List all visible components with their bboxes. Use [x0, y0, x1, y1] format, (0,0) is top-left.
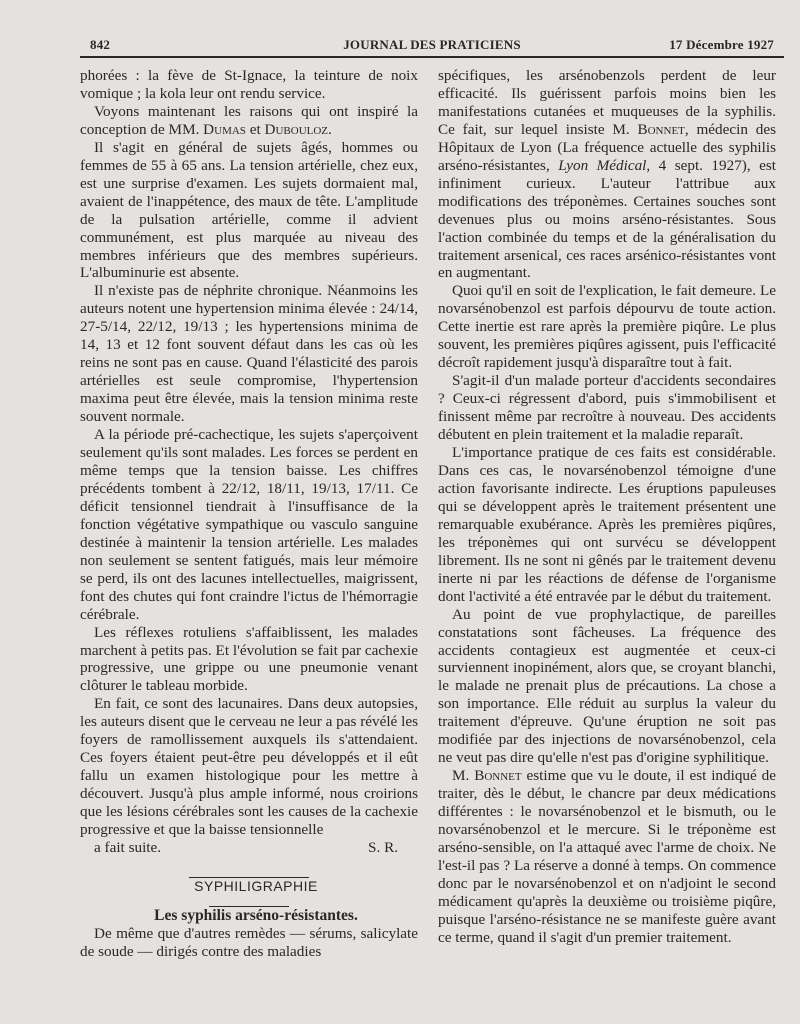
- paragraph: A la période pré-cachectique, les sujets s'aperçoivent seulement qu'ils sont malades. Les forces se perdent en même temps que la tension baisse. Les chiffres précédents tombent à 22/12, 18/11, 19/13, 17/11. Ce déficit tensionnel tiendrait à l'insuffisance de la fonction végétative sympathique ou vasculo sanguine destinée à maintenir la tension artérielle. Les malades non seulement se sentent fatigués, mais leur mémoire se perd, ils ont des lacunes intellectuelles, maigrissent, font des chutes qui font craindre l'ictus de l'hémorragie cérébrale.: [80, 426, 418, 623]
- page-number: 842: [90, 37, 111, 52]
- header-rule: [80, 56, 784, 58]
- signature-line: [80, 839, 418, 857]
- paragraph: Au point de vue prophylactique, de pareilles constatations sont fâcheuses. La fréquence des accidents contagieux est augmentée et ceux-ci surviennent inopinément, alors que, se croyant blanchi, le malade ne prenait plus de précautions. La chose a son importance. Elle réduit au surplus la valeur du traitement d'épreuve. Qu'une éruption ne soit pas modifiée par des injections de novarsénobenzol, cela ne veut pas dire qu'elle n'est pas d'origine syphilitique.: [438, 605, 776, 767]
- paragraph: Il s'agit en général de sujets âgés, hommes ou femmes de 55 à 65 ans. La tension artérielle, chez eux, est une surprise d'examen. Les sujets dormaient mal, avaient de l'inappétence, des maux de tête. L'amplitude de la pulsation artérielle, comme il advient communément, est plus marquée au niveau des membres inférieurs que des membres supérieurs. L'albuminurie est absente.: [80, 138, 418, 282]
- paragraph: L'importance pratique de ces faits est considérable. Dans ces cas, le novarsénobenzol témoigne d'une action favorisante indirecte. Les éruptions papuleuses qui se développent après le traitement présentent une remarquable exubérance. Après les premières piqûres, les tréponèmes qui ont survécu se développent librement. Ils ne sont ni gênés par le traitement devenu inerte ni par les réactions de défense de l'organisme dont l'activité a été entravée par le début du traitement.: [438, 444, 776, 605]
- author-name: Bonnet: [637, 120, 685, 138]
- paragraph: En fait, ce sont des lacunaires. Dans deux autopsies, les auteurs disent que le cerveau ne leur a pas révélé les foyers de ramollissement auxquels ils s'attendaient. Ces foyers étaient peut-être peu développés et il eût fallu un examen histologique pour les mettre à découvert. Jusqu'à plus ample informé, nous croirions que les lésions cérébrales sont les causes de la cachexie progressive et que la baisse tensionnelle: [80, 695, 418, 839]
- article-signature: S. R.: [368, 838, 398, 856]
- paragraph: Il n'existe pas de néphrite chronique. Néanmoins les auteurs notent une hypertension minima élevée : 24/14, 27-5/14, 22/12, 19/13 ; les hypertensions minima de 14, 13 et 12 font souvent défaut dans les cas où les reins ne sont pas en cause. Quand l'élasticité des parois artérielles est seule compromise, l'hypertension maxima peut être élevée, mais la tension minima reste souvent normale.: [80, 282, 418, 426]
- issue-date: 17 Décembre 1927: [669, 37, 774, 52]
- paragraph: phorées : la fève de St-Ignace, la teinture de noix vomique ; la kola leur ont rendu service.: [80, 67, 418, 102]
- author-name: Dubouloz: [264, 120, 329, 138]
- paragraph: Voyons maintenant les raisons qui ont inspiré la conception de MM. Dumas et Dubouloz.: [80, 102, 418, 138]
- author-name: Dumas: [203, 120, 246, 138]
- journal-reference: Lyon Médical: [558, 156, 647, 174]
- paragraph: Quoi qu'il en soit de l'explication, le fait demeure. Le novarsénobenzol est parfois dépourvu de toute action. Cette inertie est rare après la première piqûre. Le plus souvent, les premières piqûres agissent, puis l'efficacité décroît rapidement jusqu'à disparaître tout à fait.: [438, 282, 776, 372]
- journal-title: JOURNAL DES PRATICIENS: [343, 37, 521, 52]
- section-heading: SYPHILIGRAPHIE: [194, 877, 318, 894]
- paragraph: Les réflexes rotuliens s'affaiblissent, les malades marchent à petits pas. Et l'évolution se fait par cachexie progressive, une grippe ou une pneumonie venant clôturer le tableau morbide.: [80, 623, 418, 695]
- author-name: Bonnet: [474, 767, 522, 785]
- left-column: [80, 67, 418, 961]
- paragraph: M. Bonnet estime que vu le doute, il est indiqué de traiter, dès le début, le chancre par deux médications différentes : le novarsénobenzol et le bismuth, ou le novarsénobenzol et le mercure. Si le tréponème est arséno-sensible, on l'a attaqué avec l'arme de choix. Ne l'est-il pas ? La réserve a donné à temps. On commence donc par le novarsénobenzol et on n'adjoint le second médicament qu'après la deuxième ou troisième piqûre, puisque l'arséno-résistance ne se manifeste guère avant ce terme, quand il s'agit d'un premier traitement.: [438, 767, 776, 946]
- paragraph-end: a fait suite.: [94, 838, 162, 856]
- paragraph: De même que d'autres remèdes — sérums, salicylate de soude — dirigés contre des maladies: [80, 924, 418, 960]
- page-header: [80, 37, 784, 55]
- article-title: Les syphilis arséno-résistantes.: [154, 906, 358, 924]
- paragraph: spécifiques, les arsénobenzols perdent de leur efficacité. Ils guérissent parfois moins bien les manifestations cutanées et muqueuses de la syphilis. Ce fait, sur lequel insiste M. Bonnet, médecin des Hôpitaux de Lyon (La fréquence actuelle des syphilis arséno-résistantes, Lyon Médical, 4 sept. 1927), est infiniment curieux. L'auteur l'attribue aux modifications des tréponèmes. Certaines souches sont devenues plus ou moins arséno-résistantes. Sous l'action combinée du temps et de la généralisation du traitement arsenical, ces races arsénico-résistantes vont en augmentant.: [438, 67, 776, 282]
- paragraph: S'agit-il d'un malade porteur d'accidents secondaires ? Ceux-ci régressent d'abord, puis s'immobilisent et finissent même par recroître à nouveau. Des accidents débutent en plein traitement et la maladie reparaît.: [438, 372, 776, 444]
- right-column: [438, 67, 776, 947]
